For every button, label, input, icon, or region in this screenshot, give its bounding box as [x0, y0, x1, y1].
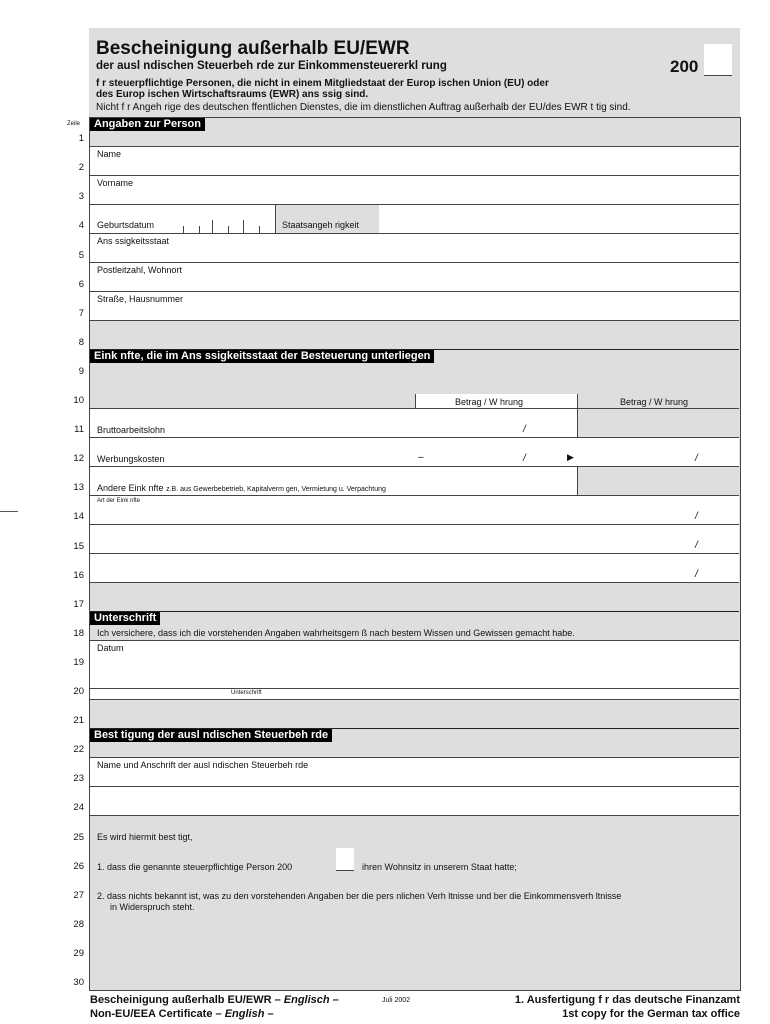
year-underline [336, 870, 354, 871]
row-number: 12 [73, 453, 84, 464]
row-line [90, 553, 739, 554]
plz-wohnort-field[interactable] [90, 263, 739, 292]
footer-right-1: 1. Ausfertigung f r das deutsche Finanzamt [514, 994, 740, 1006]
row-number: 26 [73, 861, 84, 872]
row-number: 3 [78, 191, 84, 202]
row-line [90, 815, 739, 816]
einkuenfte-row-14[interactable] [90, 496, 739, 525]
row-number: 5 [78, 250, 84, 261]
strasse-label: Straße, Hausnummer [97, 294, 184, 304]
staatsangehoerigkeit-label: Staatsangeh rigkeit [282, 220, 360, 230]
slash-11: / [523, 424, 526, 435]
date-tick [212, 220, 213, 233]
section-header-confirmation: Best tigung der ausl ndischen Steuerbeh rde [90, 729, 332, 742]
staatsangehoerigkeit-field[interactable] [379, 205, 739, 234]
row-number: 11 [74, 424, 84, 435]
footer-left-2c: – [264, 1008, 274, 1020]
date-tick [259, 226, 260, 233]
punkt-2-text-cont: in Widerspruch steht. [110, 902, 195, 912]
year-prefix: 200 [670, 57, 699, 76]
row-number: 16 [73, 570, 84, 581]
datum-label: Datum [97, 643, 124, 653]
row-line [90, 640, 739, 641]
betrag-label-2: Betrag / W hrung [620, 397, 689, 407]
row-line [90, 757, 739, 758]
footer-left-2 [90, 1008, 274, 1020]
row-line [90, 437, 739, 438]
slash-14: / [695, 511, 698, 522]
name-anschrift-label: Name und Anschrift der ausl ndischen Steuerbeh rde [97, 760, 309, 770]
row-number: 10 [73, 395, 84, 406]
row-number: 17 [73, 599, 84, 610]
row-line [90, 466, 739, 467]
ansaessigkeitsstaat-field[interactable] [90, 234, 739, 263]
row-line [90, 291, 739, 292]
slash-12b: / [695, 453, 698, 464]
punkt-1-text-end: ihren Wohnsitz in unserem Staat hatte; [362, 862, 517, 872]
row-line [90, 175, 739, 176]
slash-16: / [695, 569, 698, 580]
unterschrift-label: Unterschrift [231, 690, 262, 696]
werbungskosten-field[interactable] [90, 438, 739, 467]
form-title: Bescheinigung außerhalb EU/EWR [96, 38, 410, 59]
row-line [90, 786, 739, 787]
andere-einkuenfte-text: Andere Eink nfte [97, 483, 164, 493]
row-number: 8 [78, 337, 84, 348]
row-line [90, 262, 739, 263]
punkt-1-text: 1. dass die genannte steuerpflichtige Person 200 [97, 862, 293, 872]
fold-mark [0, 511, 18, 512]
datum-field[interactable] [90, 641, 739, 699]
row-number: 24 [73, 802, 84, 813]
row-number: 6 [78, 279, 84, 290]
row-number: 22 [73, 744, 84, 755]
andere-einkuenfte-label [97, 483, 386, 493]
footer-left-2b: English [224, 1008, 265, 1020]
bruttoarbeitslohn-label: Bruttoarbeitslohn [97, 425, 166, 435]
row-number: 18 [73, 628, 84, 639]
date-tick [183, 226, 184, 233]
row-number: 20 [73, 686, 84, 697]
section-header-income: Eink nfte, die im Ans ssigkeitsstaat der Besteuerung unterliegen [90, 350, 434, 363]
footer-date: Juli 2002 [382, 997, 411, 1004]
bestaetigt-text: Es wird hiermit best tigt, [97, 832, 193, 842]
einkuenfte-row-16[interactable] [90, 554, 739, 583]
date-tick [228, 226, 229, 233]
field-divider [275, 205, 276, 234]
row-line [90, 524, 739, 525]
year-underline [704, 75, 732, 76]
row-number: 14 [73, 511, 84, 522]
einkuenfte-row-15[interactable] [90, 525, 739, 554]
name-label: Name [97, 149, 122, 159]
punkt-1-year-input[interactable] [336, 848, 354, 870]
form-description-2: des Europ ischen Wirtschaftsraums (EWR) ans ssig sind. [96, 89, 369, 100]
row-number: 7 [78, 308, 84, 319]
row-number: 27 [73, 890, 84, 901]
ansaessigkeitsstaat-label: Ans ssigkeitsstaat [97, 236, 170, 246]
betrag-label-1: Betrag / W hrung [455, 397, 524, 407]
name-field[interactable] [90, 146, 739, 175]
werbungskosten-label: Werbungskosten [97, 454, 165, 464]
footer-left-1b: Englisch [283, 994, 330, 1006]
row-line [90, 495, 739, 496]
row-number: 9 [78, 366, 84, 377]
row-number: 19 [73, 657, 84, 668]
footer-left-2a: Non-EU/EEA Certificate – [90, 1008, 225, 1020]
vorname-label: Vorname [97, 178, 134, 188]
zeile-label: Zeile [67, 121, 81, 127]
section-header-signature: Unterschrift [90, 612, 160, 625]
andere-einkuenfte-detail: z.B. aus Gewerbebetrieb, Kapitalverm gen, Vermietung u. Verpachtung [166, 486, 386, 493]
row-number: 1 [78, 133, 84, 144]
row-number: 29 [73, 948, 84, 959]
row-number: 30 [73, 977, 84, 988]
row-line [90, 146, 739, 147]
row-number: 28 [73, 919, 84, 930]
row-number: 13 [73, 482, 84, 493]
footer-left-1c: – [329, 994, 339, 1006]
row-line [90, 204, 739, 205]
plz-wohnort-label: Postleitzahl, Wohnort [97, 265, 182, 275]
row-line [90, 408, 739, 409]
footer-left-1 [90, 994, 339, 1006]
row-line [90, 699, 739, 700]
section-line [90, 611, 739, 612]
row-number: 2 [78, 162, 84, 173]
footer-right-2: 1st copy for the German tax office [562, 1008, 740, 1020]
footer-left-1a: Bescheinigung außerhalb EU/EWR – [90, 994, 284, 1006]
versicherung-text: Ich versichere, dass ich die vorstehenden Angaben wahrheitsgem ß nach bestem Wissen und Gewissen gemacht habe. [97, 628, 575, 638]
date-tick [243, 220, 244, 233]
punkt-2-text: 2. dass nichts bekannt ist, was zu den vorstehenden Angaben ber die pers nlichen Verh ltnisse und ber die Einkommensverh ltnisse [97, 891, 622, 901]
arrow-right-icon: ▶ [567, 452, 574, 462]
geburtsdatum-label: Geburtsdatum [97, 220, 155, 230]
strasse-field[interactable] [90, 292, 739, 321]
art-der-einkuenfte-label: Art der Eink nfte [97, 498, 141, 504]
row-number: 21 [73, 715, 84, 726]
slash-15: / [695, 540, 698, 551]
minus-sign: – [418, 452, 424, 463]
form-subtitle: der ausl ndischen Steuerbeh rde zur Einkommensteuererkl rung [96, 60, 447, 72]
signature-line [90, 688, 739, 689]
row-line [90, 320, 739, 321]
row-line [90, 233, 739, 234]
row-number: 25 [73, 832, 84, 843]
form-description-3: Nicht f r Angeh rige des deutschen ffentlichen Dienstes, die im dienstlichen Auftrag außerhalb der EU/des EWR t tig sind. [96, 102, 631, 113]
form-description-1: f r steuerpflichtige Personen, die nicht in einem Mitgliedstaat der Europ ischen Union (EU) oder [96, 78, 549, 89]
row-number: 15 [73, 541, 84, 552]
year-input[interactable] [704, 44, 732, 75]
date-tick [199, 226, 200, 233]
vorname-field[interactable] [90, 176, 739, 205]
row-number: 4 [78, 220, 84, 231]
row-line [90, 582, 739, 583]
section-header-person: Angaben zur Person [90, 118, 205, 131]
row-number: 23 [73, 773, 84, 784]
slash-12a: / [523, 453, 526, 464]
